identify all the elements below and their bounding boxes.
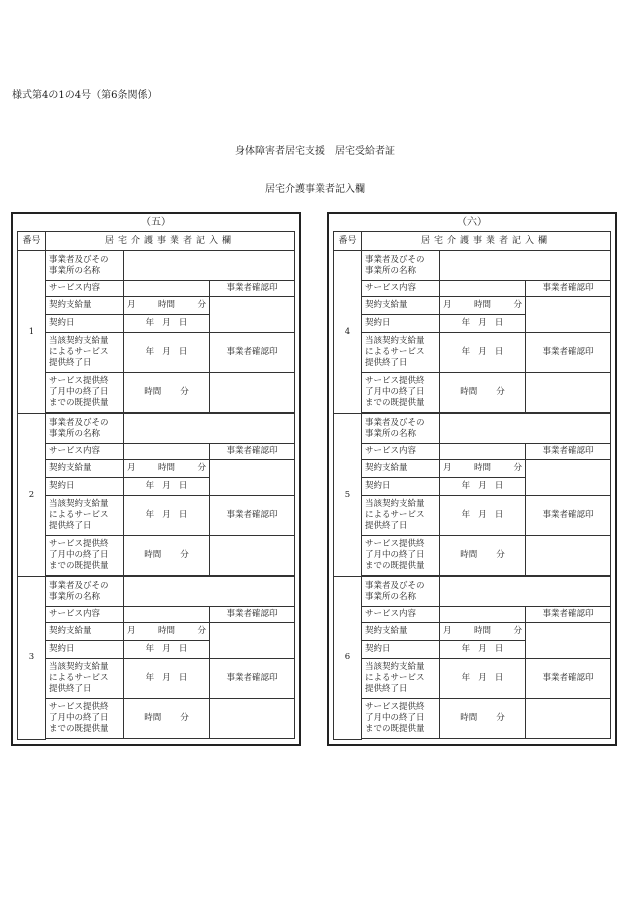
provider-name-field[interactable] <box>440 414 611 444</box>
service-label: サービス内容 <box>46 607 124 623</box>
end-date-field[interactable]: 年 月 日 <box>124 496 210 536</box>
provider-name-field[interactable] <box>124 251 295 281</box>
provider-name-field[interactable] <box>124 414 295 444</box>
table-header <box>334 232 611 251</box>
stamp-box[interactable] <box>526 460 611 496</box>
stamp-box[interactable] <box>526 699 611 739</box>
amount-row <box>334 460 611 478</box>
stamp-label: 事業者確認印 <box>526 607 611 623</box>
service-label: サービス内容 <box>362 607 440 623</box>
amount-row <box>18 623 295 641</box>
entry-number: 5 <box>334 414 362 577</box>
panel-label: （五） <box>141 217 171 228</box>
end-date-label: 当該契約支給量 によるサービス 提供終了日 <box>362 333 440 373</box>
contract-date-field[interactable]: 年 月 日 <box>440 315 526 333</box>
contract-date-label: 契約日 <box>362 641 440 659</box>
amount-field[interactable]: 月 時間 分 <box>440 623 526 641</box>
entry-number: 3 <box>18 577 46 740</box>
provider-label: 事業者及びその 事業所の名称 <box>362 577 440 607</box>
amount-label: 契約支給量 <box>362 460 440 478</box>
provided-field[interactable]: 時間 分 <box>124 373 210 413</box>
provided-label: サービス提供終 了月中の終了日 までの既提供量 <box>362 536 440 576</box>
amount-label: 契約支給量 <box>362 297 440 315</box>
provided-row <box>334 699 611 739</box>
provider-label: 事業者及びその 事業所の名称 <box>46 577 124 607</box>
stamp-box[interactable] <box>526 536 611 576</box>
provider-row <box>18 251 295 281</box>
provided-row <box>18 373 295 413</box>
entry-number: 2 <box>18 414 46 577</box>
panel-six <box>327 212 617 746</box>
service-row <box>18 444 295 460</box>
contract-date-field[interactable]: 年 月 日 <box>124 315 210 333</box>
stamp-box[interactable] <box>526 373 611 413</box>
provided-field[interactable]: 時間 分 <box>440 536 526 576</box>
service-field[interactable] <box>124 281 210 297</box>
end-date-row <box>334 659 611 699</box>
stamp-label: 事業者確認印 <box>210 659 295 699</box>
end-date-label: 当該契約支給量 によるサービス 提供終了日 <box>46 496 124 536</box>
contract-date-field[interactable]: 年 月 日 <box>124 478 210 496</box>
amount-label: 契約支給量 <box>362 623 440 641</box>
provider-name-field[interactable] <box>124 577 295 607</box>
service-row <box>334 281 611 297</box>
provided-row <box>18 536 295 576</box>
end-date-field[interactable]: 年 月 日 <box>440 659 526 699</box>
stamp-label: 事業者確認印 <box>210 444 295 460</box>
service-field[interactable] <box>440 444 526 460</box>
end-date-row <box>18 659 295 699</box>
provided-field[interactable]: 時間 分 <box>124 536 210 576</box>
end-date-row <box>334 496 611 536</box>
provider-label: 事業者及びその 事業所の名称 <box>362 251 440 281</box>
provider-row <box>18 414 295 444</box>
service-row <box>334 444 611 460</box>
amount-field[interactable]: 月 時間 分 <box>124 297 210 315</box>
panel-five <box>11 212 301 746</box>
end-date-row <box>334 333 611 373</box>
form-number: 様式第4の1の4号（第6条関係） <box>12 90 158 101</box>
amount-row <box>18 297 295 315</box>
service-field[interactable] <box>440 607 526 623</box>
panel-label: （六） <box>457 217 487 228</box>
provider-label: 事業者及びその 事業所の名称 <box>46 251 124 281</box>
stamp-label: 事業者確認印 <box>526 496 611 536</box>
amount-row <box>334 623 611 641</box>
provided-label: サービス提供終 了月中の終了日 までの既提供量 <box>362 699 440 739</box>
document-subtitle: 居宅介護事業者記入欄 <box>265 184 365 195</box>
provider-row <box>18 577 295 607</box>
stamp-box[interactable] <box>210 297 295 333</box>
provided-field[interactable]: 時間 分 <box>440 373 526 413</box>
stamp-box[interactable] <box>210 536 295 576</box>
section-column-header: 居宅介護事業者記入欄 <box>46 232 295 251</box>
contract-date-label: 契約日 <box>362 315 440 333</box>
provider-row <box>334 414 611 444</box>
service-label: サービス内容 <box>362 444 440 460</box>
stamp-box[interactable] <box>526 297 611 333</box>
end-date-row <box>18 333 295 373</box>
amount-row <box>18 460 295 478</box>
service-label: サービス内容 <box>362 281 440 297</box>
amount-field[interactable]: 月 時間 分 <box>440 297 526 315</box>
amount-row <box>334 297 611 315</box>
number-column-header: 番号 <box>334 232 362 251</box>
end-date-label: 当該契約支給量 によるサービス 提供終了日 <box>46 659 124 699</box>
service-label: サービス内容 <box>46 444 124 460</box>
amount-field[interactable]: 月 時間 分 <box>124 460 210 478</box>
entry-table <box>17 231 295 740</box>
amount-label: 契約支給量 <box>46 623 124 641</box>
provided-label: サービス提供終 了月中の終了日 までの既提供量 <box>46 699 124 739</box>
stamp-box[interactable] <box>210 460 295 496</box>
contract-date-field[interactable]: 年 月 日 <box>124 641 210 659</box>
provided-row <box>18 699 295 739</box>
end-date-field[interactable]: 年 月 日 <box>440 333 526 373</box>
provided-label: サービス提供終 了月中の終了日 までの既提供量 <box>46 536 124 576</box>
end-date-label: 当該契約支給量 によるサービス 提供終了日 <box>362 496 440 536</box>
contract-date-field[interactable]: 年 月 日 <box>440 641 526 659</box>
stamp-box[interactable] <box>210 699 295 739</box>
provided-row <box>334 373 611 413</box>
end-date-label: 当該契約支給量 によるサービス 提供終了日 <box>362 659 440 699</box>
stamp-label: 事業者確認印 <box>526 444 611 460</box>
number-column-header: 番号 <box>18 232 46 251</box>
stamp-label: 事業者確認印 <box>210 496 295 536</box>
service-row <box>334 607 611 623</box>
stamp-label: 事業者確認印 <box>526 659 611 699</box>
end-date-label: 当該契約支給量 によるサービス 提供終了日 <box>46 333 124 373</box>
contract-date-label: 契約日 <box>46 315 124 333</box>
contract-date-label: 契約日 <box>362 478 440 496</box>
provider-label: 事業者及びその 事業所の名称 <box>46 414 124 444</box>
provided-row <box>334 536 611 576</box>
service-label: サービス内容 <box>46 281 124 297</box>
stamp-label: 事業者確認印 <box>210 333 295 373</box>
provided-field[interactable]: 時間 分 <box>124 699 210 739</box>
end-date-field[interactable]: 年 月 日 <box>124 659 210 699</box>
provided-field[interactable]: 時間 分 <box>440 699 526 739</box>
amount-field[interactable]: 月 時間 分 <box>124 623 210 641</box>
amount-label: 契約支給量 <box>46 460 124 478</box>
service-field[interactable] <box>440 281 526 297</box>
table-header <box>18 232 295 251</box>
entry-number: 1 <box>18 251 46 414</box>
stamp-label: 事業者確認印 <box>210 281 295 297</box>
end-date-row <box>18 496 295 536</box>
amount-label: 契約支給量 <box>46 297 124 315</box>
contract-date-label: 契約日 <box>46 478 124 496</box>
entry-table <box>333 231 611 740</box>
amount-field[interactable]: 月 時間 分 <box>440 460 526 478</box>
entry-number: 4 <box>334 251 362 414</box>
stamp-box[interactable] <box>210 373 295 413</box>
service-row <box>18 281 295 297</box>
stamp-label: 事業者確認印 <box>526 333 611 373</box>
provider-name-field[interactable] <box>440 577 611 607</box>
stamp-box[interactable] <box>526 623 611 659</box>
end-date-field[interactable]: 年 月 日 <box>440 496 526 536</box>
section-column-header: 居宅介護事業者記入欄 <box>362 232 611 251</box>
service-row <box>18 607 295 623</box>
stamp-box[interactable] <box>210 623 295 659</box>
service-field[interactable] <box>124 607 210 623</box>
contract-date-label: 契約日 <box>46 641 124 659</box>
end-date-field[interactable]: 年 月 日 <box>124 333 210 373</box>
provided-label: サービス提供終 了月中の終了日 までの既提供量 <box>362 373 440 413</box>
provided-label: サービス提供終 了月中の終了日 までの既提供量 <box>46 373 124 413</box>
entry-number: 6 <box>334 577 362 740</box>
document-title: 身体障害者居宅支援 居宅受給者証 <box>235 146 395 157</box>
provider-label: 事業者及びその 事業所の名称 <box>362 414 440 444</box>
provider-row <box>334 577 611 607</box>
contract-date-field[interactable]: 年 月 日 <box>440 478 526 496</box>
stamp-label: 事業者確認印 <box>526 281 611 297</box>
provider-name-field[interactable] <box>440 251 611 281</box>
provider-row <box>334 251 611 281</box>
stamp-label: 事業者確認印 <box>210 607 295 623</box>
service-field[interactable] <box>124 444 210 460</box>
